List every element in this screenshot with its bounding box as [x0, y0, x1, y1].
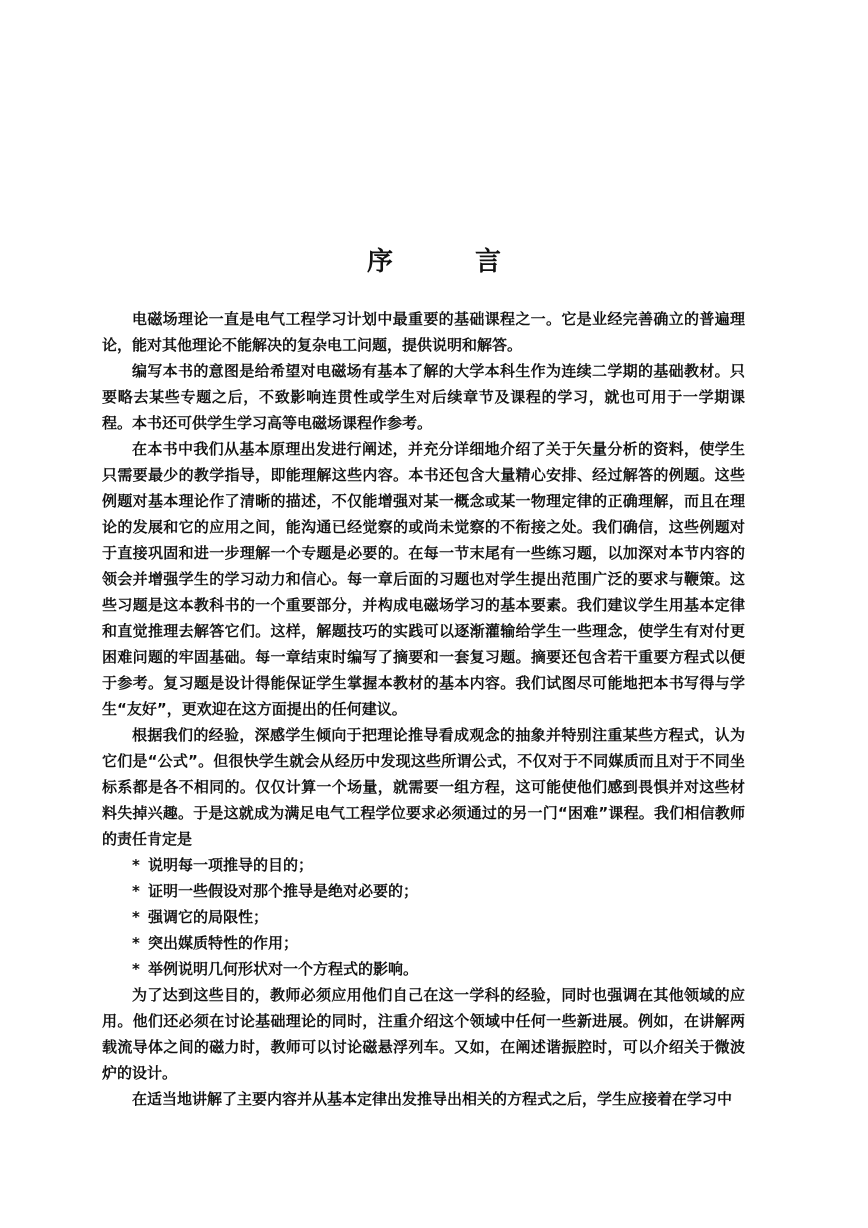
bullet-marker: * — [132, 856, 140, 874]
list-item — [132, 878, 745, 904]
paragraph: 编写本书的意图是给希望对电磁场有基本了解的大学本科生作为连续二学期的基础教材。只要略去某些专题之后，不致影响连贯性或学生对后续章节及课程的学习，就也可用于一学期课程。本书还可供学生学习高等电磁场课程作参考。 — [102, 362, 745, 432]
bullet-marker: * — [132, 934, 140, 952]
paragraph: 根据我们的经验，深感学生倾向于把理论推导看成观念的抽象并特别注重某些方程式，认为它们是“公式”。但很快学生就会从经历中发现这些所谓公式，不仅对于不同媒质而且对于不同坐标系都是各不相同的。仅仅计算一个场量，就需要一组方程，这可能使他们感到畏惧并对这些材料失掉兴趣。于是这就成为满足电气工程学位要求必须通过的另一门“困难”课程。我们相信教师的责任肯定是 — [102, 726, 745, 848]
list-item-text: 说明每一项推导的目的； — [148, 856, 314, 874]
list-item-text: 突出媒质特性的作用； — [148, 934, 299, 952]
paragraph: 在本书中我们从基本原理出发进行阐述，并充分详细地介绍了关于矢量分析的资料，使学生只需要最少的教学指导，即能理解这些内容。本书还包含大量精心安排、经过解答的例题。这些例题对基本理论作了清晰的描述，不仅能增强对某一概念或某一物理定律的正确理解，而且在理论的发展和它的应用之间，能沟通已经觉察的或尚未觉察的不衔接之处。我们确信，这些例题对于直接巩固和进一步理解一个专题是必要的。在每一节末尾有一些练习题，以加深对本节内容的领会并增强学生的学习动力和信心。每一章后面的习题也对学生提出范围广泛的要求与鞭策。这些习题是这本教科书的一个重要部分，并构成电磁场学习的基本要素。我们建议学生用基本定律和直觉推理去解答它们。这样，解题技巧的实践可以逐渐灌输给学生一些理念，使学生有对付更困难问题的牢固基础。每一章结束时编写了摘要和一套复习题。摘要还包含若干重要方程式以便于参考。复习题是设计得能保证学生掌握本教材的基本内容。我们试图尽可能地把本书写得与学生“友好”，更欢迎在这方面提出的任何建议。 — [102, 440, 745, 718]
list-item-text: 举例说明几何形状对一个方程式的影响。 — [148, 960, 419, 978]
bullet-marker: * — [132, 882, 140, 900]
page-title: 序 言 — [366, 247, 529, 278]
list-item-text: 强调它的局限性； — [148, 908, 269, 926]
bullet-list — [102, 852, 745, 982]
paragraph: 在适当地讲解了主要内容并从基本定律出发推导出相关的方程式之后，学生应接着在学习中 — [132, 1090, 733, 1108]
list-item — [132, 852, 745, 878]
list-item — [132, 904, 745, 930]
bullet-marker: * — [132, 960, 140, 978]
preface-body — [102, 306, 745, 1112]
list-item — [132, 930, 745, 956]
list-item — [132, 956, 745, 982]
paragraph: 电磁场理论一直是电气工程学习计划中最重要的基础课程之一。它是业经完善确立的普遍理论，能对其他理论不能解决的复杂电工问题，提供说明和解答。 — [102, 310, 745, 354]
bullet-marker: * — [132, 908, 140, 926]
paragraph: 为了达到这些目的，教师必须应用他们自己在这一学科的经验，同时也强调在其他领域的应用。他们还必须在讨论基础理论的同时，注重介绍这个领域中任何一些新进展。例如，在讲解两载流导体之间的磁力时，教师可以讨论磁悬浮列车。又如，在阐述谐振腔时，可以介绍关于微波炉的设计。 — [102, 986, 745, 1082]
list-item-text: 证明一些假设对那个推导是绝对必要的； — [148, 882, 419, 900]
